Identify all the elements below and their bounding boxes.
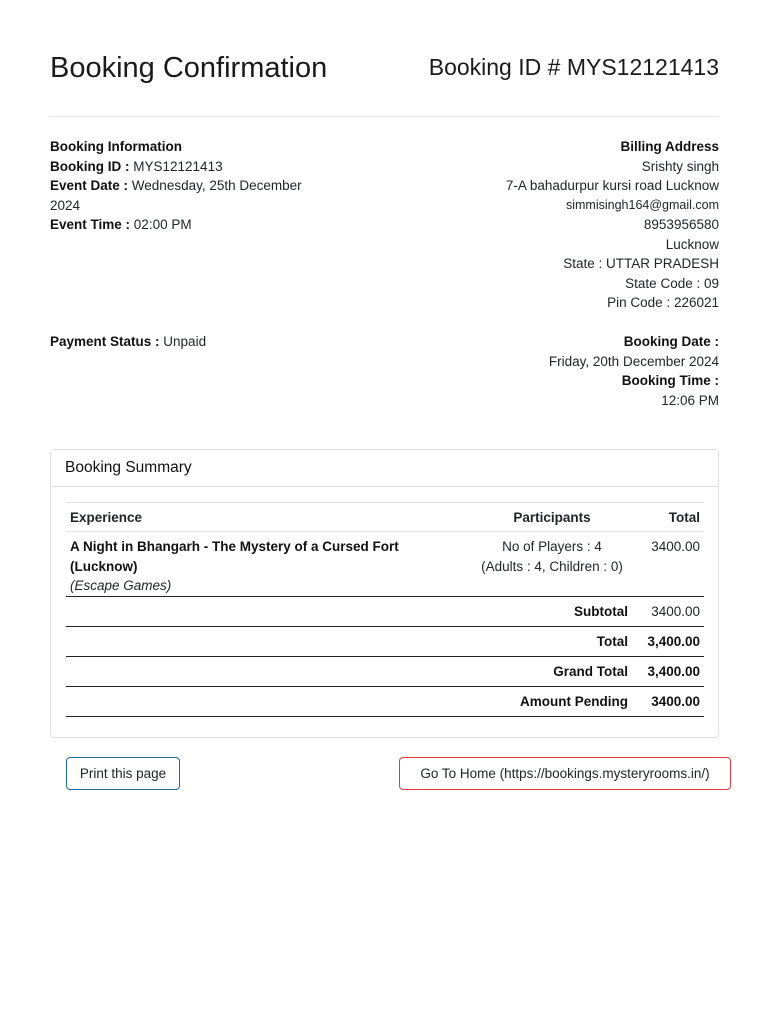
payment-status-value: Unpaid (163, 334, 207, 349)
booking-id-heading: Booking ID # MYS12121413 (428, 54, 719, 80)
booking-summary-card (50, 449, 719, 738)
table-row (66, 532, 704, 597)
table-header-row (66, 503, 704, 532)
subtotal-label: Subtotal (66, 596, 632, 626)
billing-email: simmisingh164@gmail.com (565, 197, 719, 212)
booking-id-value: MYS12121413 (133, 158, 223, 174)
billing-address (399, 137, 719, 313)
print-page-button[interactable]: Print this page (66, 757, 180, 790)
booking-date-label: Booking Date : (623, 334, 719, 349)
billing-heading: Billing Address (620, 139, 719, 154)
event-date-row (50, 176, 330, 215)
experience-category: (Escape Games) (70, 578, 172, 593)
amount-pending-value: 3400.00 (632, 686, 704, 716)
subtotal-row (66, 596, 704, 626)
amount-pending-label: Amount Pending (66, 686, 632, 716)
amount-pending-row (66, 686, 704, 716)
column-participants: Participants (472, 503, 632, 532)
experience-cell (66, 532, 472, 597)
booking-time-value: 12:06 PM (661, 392, 719, 408)
billing-pin-code: Pin Code : 226021 (607, 295, 719, 310)
total-label: Total (66, 626, 632, 656)
booking-id-label: Booking ID : (50, 158, 130, 174)
column-experience: Experience (66, 503, 472, 532)
grand-total-row (66, 656, 704, 686)
payment-status (50, 332, 206, 352)
booking-datetime (419, 332, 719, 410)
grand-total-label: Grand Total (66, 656, 632, 686)
page-title: Booking Confirmation (50, 52, 328, 84)
players-breakdown: (Adults : 4, Children : 0) (481, 558, 623, 574)
event-time-value: 02:00 PM (133, 217, 192, 232)
billing-state-code: State Code : 09 (625, 275, 719, 291)
payment-status-label: Payment Status : (50, 334, 160, 349)
booking-date-value: Friday, 20th December 2024 (548, 353, 719, 369)
booking-summary-title: Booking Summary (51, 450, 718, 487)
booking-summary-table (66, 502, 704, 717)
page-header (50, 52, 719, 92)
column-total: Total (632, 503, 704, 532)
players-count: No of Players : 4 (502, 539, 602, 554)
item-total: 3400.00 (632, 532, 704, 597)
billing-name: Srishty singh (641, 158, 719, 174)
event-time-label: Event Time : (50, 217, 131, 232)
total-value: 3,400.00 (632, 626, 704, 656)
billing-state: State : UTTAR PRADESH (563, 256, 719, 271)
subtotal-value: 3400.00 (632, 596, 704, 626)
booking-id-row (50, 157, 330, 177)
event-time-row (50, 215, 330, 235)
go-to-home-button[interactable]: Go To Home (https://bookings.mysteryrooms.in/) (399, 757, 731, 790)
billing-phone: 8953956580 (643, 217, 719, 232)
booking-information (50, 137, 330, 235)
booking-time-label: Booking Time : (621, 373, 719, 388)
header-divider (50, 116, 719, 117)
participants-cell (472, 532, 632, 597)
billing-street: 7-A bahadurpur kursi road Lucknow (505, 178, 719, 193)
billing-city: Lucknow (665, 236, 719, 252)
grand-total-value: 3,400.00 (632, 656, 704, 686)
event-date-label: Event Date : (50, 178, 129, 193)
total-row (66, 626, 704, 656)
booking-info-heading: Booking Information (50, 139, 182, 154)
experience-name: A Night in Bhangarh - The Mystery of a Cursed Fort (Lucknow) (70, 539, 399, 574)
event-date-value: Wednesday, 25th December 2024 (50, 178, 302, 213)
